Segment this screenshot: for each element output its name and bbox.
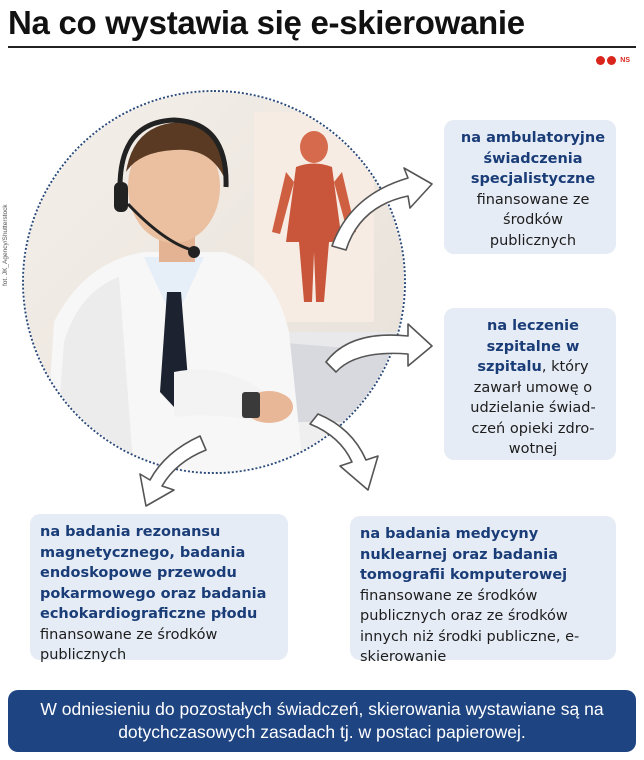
- box-highlight-text: na ambulatoryjne świadczenia specjalistyczne: [460, 130, 606, 187]
- box-highlight-text: na badania rezonansu magnetycznego, badania endoskopowe przewodu pokarmowego oraz badania echokardiograficzne płodu: [40, 524, 267, 622]
- photo-credit: fot. JK_Agency/Shutterstock: [2, 204, 9, 286]
- arrow-to-box-3: [140, 436, 206, 506]
- arrow-to-box-2: [326, 324, 432, 372]
- brand-mark: NS: [620, 57, 630, 64]
- arrow-to-box-4: [310, 414, 378, 490]
- footer-note: [8, 690, 636, 752]
- box-highlight-text: na badania medycyny nuklearnej oraz badania tomografii komputerowej: [360, 526, 568, 583]
- box-body-text: finansowane ze środków publicznych: [40, 626, 218, 663]
- info-box-ambulatory: [444, 120, 616, 254]
- footer-text: W odniesieniu do pozostałych świadczeń, skierowania wystawiane są na dotychczasowych zasadach tj. w postaci papierowej.: [40, 699, 604, 742]
- box-highlight-text: na leczenie szpitalne w szpitalu: [477, 318, 580, 375]
- info-box-nuclear-ct: [350, 516, 616, 665]
- box-body-text: finansowane ze środków publicznych: [476, 191, 590, 249]
- page-title: Na co wystawia się e-skierowanie: [8, 4, 525, 41]
- info-box-mri-endoscopy: [30, 514, 288, 663]
- arrow-to-box-1: [332, 168, 432, 250]
- info-box-hospital: [444, 308, 616, 460]
- box-body-text: finansowane ze środków publicznych oraz ze środków innych niż środki publiczne, e-skierowanie: [360, 587, 580, 665]
- box-body-text: , który zawarł umowę o udzielanie świadczeń opieki zdrowotnej: [470, 359, 596, 457]
